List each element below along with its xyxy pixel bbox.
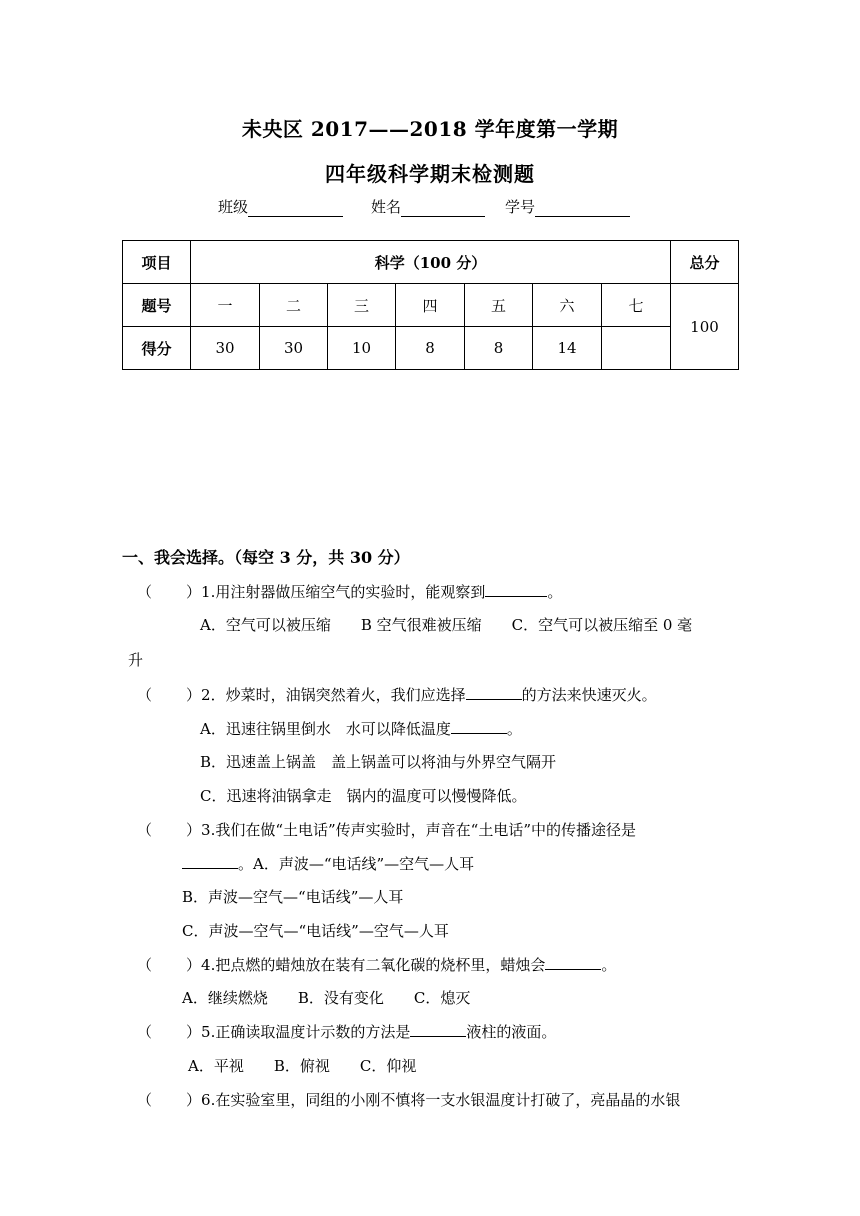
question-3	[137, 819, 636, 840]
question-2-option-b: B．迅速盖上锅盖 盖上锅盖可以将油与外界空气隔开	[200, 753, 557, 771]
question-6	[137, 1089, 680, 1110]
question-text: 4.把点燃的蜡烛放在装有二氧化碳的烧杯里，蜡烛会	[201, 956, 546, 974]
question-2-option-a	[200, 718, 522, 739]
answer-paren-open: （	[137, 1023, 153, 1041]
answer-paren-open: （	[137, 1091, 153, 1109]
answer-paren-open: （	[137, 821, 153, 839]
fill-blank[interactable]	[545, 954, 601, 970]
fill-blank[interactable]	[485, 581, 547, 597]
item-header: 项目	[123, 241, 191, 284]
question-number: 六	[533, 284, 602, 327]
question-number: 三	[328, 284, 396, 327]
answer-paren-open: （	[137, 956, 153, 974]
answer-paren-open: （	[137, 583, 153, 601]
question-text-end: 的方法来快速灭火。	[521, 686, 657, 704]
question-text-end: 液柱的液面。	[466, 1023, 557, 1041]
answer-paren-close: ）	[186, 686, 202, 704]
score-cell: 10	[328, 327, 396, 370]
question-text-end: 。	[547, 583, 563, 601]
fill-blank[interactable]	[451, 718, 507, 734]
class-blank[interactable]	[248, 198, 343, 217]
total-score: 100	[671, 284, 739, 370]
class-label: 班级	[218, 198, 249, 216]
question-text-end: 。	[601, 956, 617, 974]
id-label: 学号	[505, 198, 536, 216]
number-row-label: 题号	[123, 284, 191, 327]
score-cell	[602, 327, 671, 370]
question-number: 一	[191, 284, 260, 327]
question-text: 3.我们在做“土电话”传声实验时，声音在“土电话”中的传播途径是	[201, 821, 637, 839]
score-cell: 8	[396, 327, 465, 370]
answer-paren-close: ）	[186, 1091, 202, 1109]
answer-paren-close: ）	[186, 583, 202, 601]
id-blank[interactable]	[535, 198, 630, 217]
score-cell: 14	[533, 327, 602, 370]
total-header: 总分	[671, 241, 739, 284]
question-3-option-a	[182, 853, 474, 874]
question-text: 1.用注射器做压缩空气的实验时，能观察到	[201, 583, 486, 601]
page-subtitle: 四年级科学期末检测题	[325, 162, 535, 186]
score-cell: 30	[191, 327, 260, 370]
answer-paren-close: ）	[186, 1023, 202, 1041]
question-number: 五	[465, 284, 533, 327]
question-1-options: A．空气可以被压缩 B 空气很难被压缩 C．空气可以被压缩至 0 毫	[200, 616, 693, 634]
student-info-line	[218, 196, 630, 217]
question-5-options: A．平视 B．俯视 C．仰视	[188, 1057, 417, 1075]
fill-blank[interactable]	[466, 684, 522, 700]
question-4-options: A．继续燃烧 B．没有变化 C．熄灭	[182, 989, 471, 1007]
answer-paren-close: ）	[186, 821, 202, 839]
question-number: 二	[260, 284, 328, 327]
question-number: 七	[602, 284, 671, 327]
question-3-option-b: B．声波—空气—“电话线”—人耳	[182, 888, 404, 906]
score-cell: 8	[465, 327, 533, 370]
question-text: 6.在实验室里，同组的小刚不慎将一支水银温度计打破了，亮晶晶的水银	[201, 1091, 681, 1109]
question-1	[137, 581, 562, 602]
question-text: 2．炒菜时，油锅突然着火，我们应选择	[201, 686, 466, 704]
fill-blank[interactable]	[182, 853, 238, 869]
question-1-options-wrap: 升	[128, 651, 144, 669]
subject-header: 科学（100 分）	[191, 241, 671, 284]
page-title: 未央区 2017——2018 学年度第一学期	[241, 117, 619, 141]
question-3-option-c: C．声波—空气—“电话线”—空气—人耳	[182, 922, 449, 940]
section-heading: 一、我会选择。（每空 3 分，共 30 分）	[122, 548, 410, 567]
option-text: 。A．声波—“电话线”—空气—人耳	[238, 855, 475, 873]
answer-paren-open: （	[137, 686, 153, 704]
score-cell: 30	[260, 327, 328, 370]
question-text: 5.正确读取温度计示数的方法是	[201, 1023, 411, 1041]
question-5	[137, 1021, 556, 1042]
score-table	[122, 240, 739, 370]
question-2-option-c: C．迅速将油锅拿走 锅内的温度可以慢慢降低。	[200, 787, 527, 805]
score-row-label: 得分	[123, 327, 191, 370]
question-number: 四	[396, 284, 465, 327]
option-text-end: 。	[506, 720, 522, 738]
name-blank[interactable]	[401, 198, 485, 217]
fill-blank[interactable]	[410, 1021, 466, 1037]
option-text: A．迅速往锅里倒水 水可以降低温度	[200, 720, 451, 738]
answer-paren-close: ）	[186, 956, 202, 974]
question-2	[137, 684, 657, 705]
name-label: 姓名	[371, 198, 402, 216]
question-4	[137, 954, 616, 975]
